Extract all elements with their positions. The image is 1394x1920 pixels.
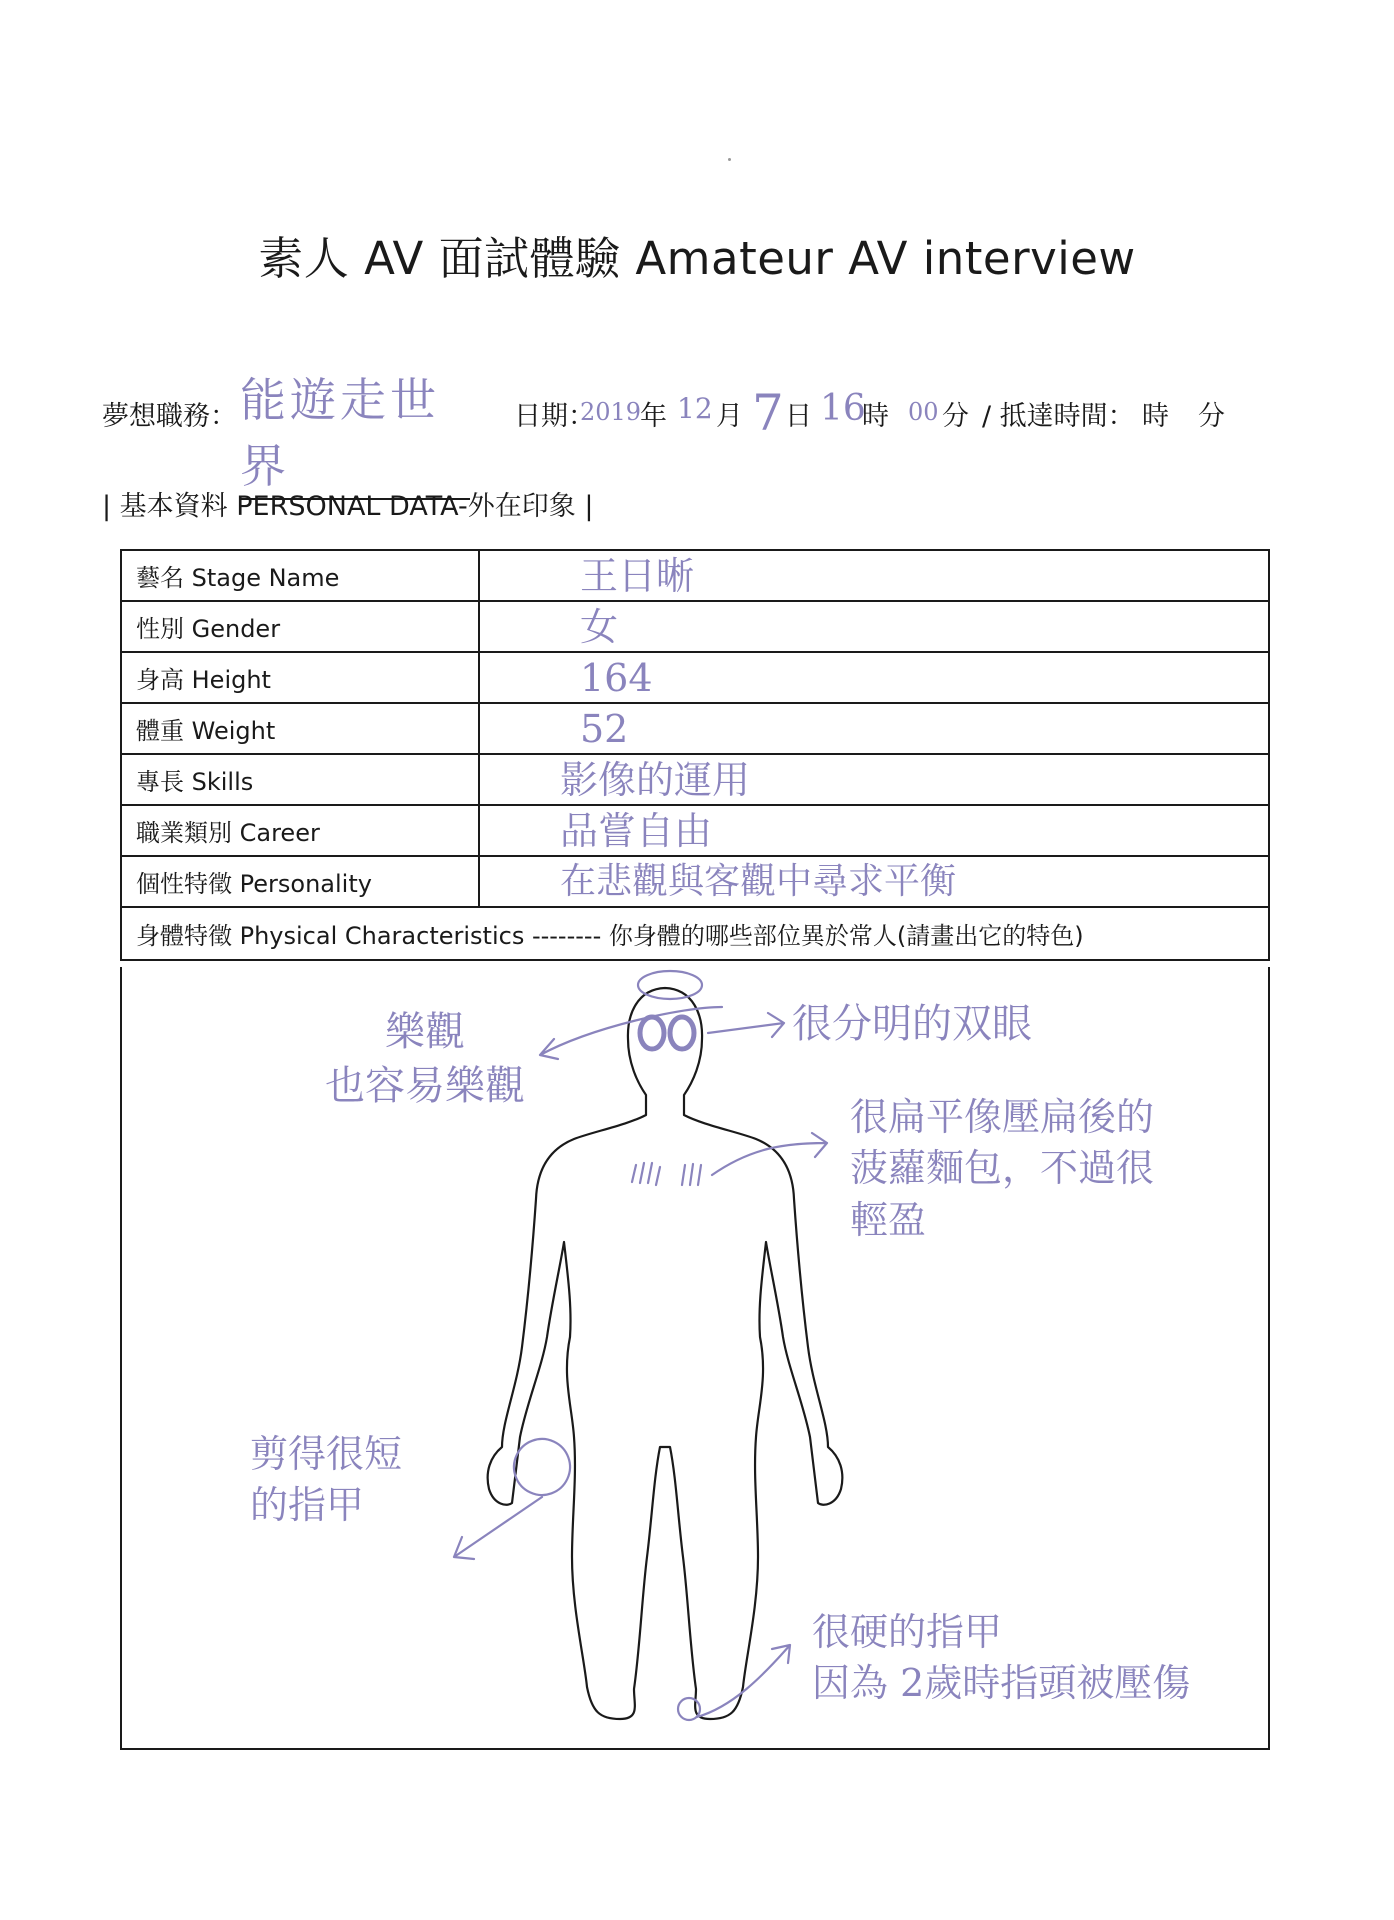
physical-drawing-area <box>120 967 1270 1750</box>
right-eye-mark <box>670 1017 694 1049</box>
month-unit: 月 <box>716 401 743 432</box>
physical-label: 身體特徵 Physical Characteristics -------- 你身體的哪些部位異於常人(請畫出它的特色) <box>121 907 1269 960</box>
row-label: 身高 Height <box>121 652 479 703</box>
eyes-annotation: 很分明的双眼 <box>792 1001 1032 1047</box>
head-annotation-line: 也容易樂觀 <box>325 1063 525 1109</box>
row-value: 王日晰 <box>479 550 1269 601</box>
arrival-hour-unit: 時 <box>1142 401 1169 432</box>
row-label: 性別 Gender <box>121 601 479 652</box>
scan-speck <box>728 158 731 161</box>
date-day: 7 <box>752 384 784 442</box>
page-title: 素人 AV 面試體驗 Amateur AV interview <box>258 232 1136 285</box>
table-row <box>121 703 1269 754</box>
table-row <box>121 550 1269 601</box>
table-row <box>121 805 1269 856</box>
chest-annotation-line: 很扁平像壓扁後的 <box>850 1095 1155 1139</box>
row-label: 個性特徵 Personality <box>121 856 479 907</box>
foot-annotation-line: 很硬的指甲 <box>812 1610 1003 1654</box>
row-label: 職業類別 Career <box>121 805 479 856</box>
foot-annotation-line: 因為 2歲時指頭被壓傷 <box>812 1661 1191 1706</box>
chest-arrow <box>712 1133 827 1175</box>
dream-job-value: 能遊走世界 <box>240 364 470 500</box>
chest-marks <box>632 1163 701 1185</box>
hand-annotation <box>250 1429 402 1532</box>
minute-unit: 分 <box>942 401 969 432</box>
row-label: 專長 Skills <box>121 754 479 805</box>
head-annotation-line: 樂觀 <box>385 1009 465 1055</box>
row-value: 52 <box>479 703 1269 754</box>
hand-arrow <box>454 1497 542 1559</box>
left-eye-mark <box>640 1017 664 1049</box>
arrival-label: / 抵達時間： <box>982 401 1135 432</box>
row-label: 藝名 Stage Name <box>121 550 479 601</box>
table-row <box>121 907 1269 960</box>
head-circle <box>638 971 702 999</box>
dream-job-label: 夢想職務： <box>102 401 237 432</box>
date-month: 12 <box>677 392 713 425</box>
time-hour: 16 <box>820 388 866 429</box>
body-outline <box>488 988 843 1719</box>
foot-annotation <box>812 1607 1190 1710</box>
chest-annotation-line: 菠蘿麵包，不過很 <box>850 1146 1155 1191</box>
row-label: 體重 Weight <box>121 703 479 754</box>
arrival-minute-unit: 分 <box>1198 401 1225 432</box>
hand-annotation-line: 的指甲 <box>250 1483 365 1528</box>
row-value: 影像的運用 <box>479 754 1269 805</box>
date-label: 日期： <box>514 401 595 432</box>
eyes-arrow <box>708 1013 784 1037</box>
table-row <box>121 856 1269 907</box>
table-row <box>121 601 1269 652</box>
row-value: 女 <box>479 601 1269 652</box>
hour-unit: 時 <box>862 401 889 432</box>
table-row <box>121 652 1269 703</box>
header-line <box>102 373 1394 493</box>
date-year: 2019 <box>580 398 642 426</box>
time-minute: 00 <box>908 398 939 426</box>
chest-annotation <box>850 1092 1154 1246</box>
hand-annotation-line: 剪得很短 <box>250 1432 403 1476</box>
day-unit: 日 <box>785 401 812 432</box>
table-row <box>121 754 1269 805</box>
head-annotation <box>310 1005 540 1113</box>
year-unit: 年 <box>640 401 667 432</box>
row-value: 品嘗自由 <box>479 805 1269 856</box>
row-value: 164 <box>479 652 1269 703</box>
row-value: 在悲觀與客觀中尋求平衡 <box>479 856 1269 907</box>
section-title: | 基本資料 PERSONAL DATA-外在印象 | <box>102 491 594 522</box>
personal-data-table <box>120 549 1270 961</box>
chest-annotation-line: 輕盈 <box>850 1197 927 1242</box>
